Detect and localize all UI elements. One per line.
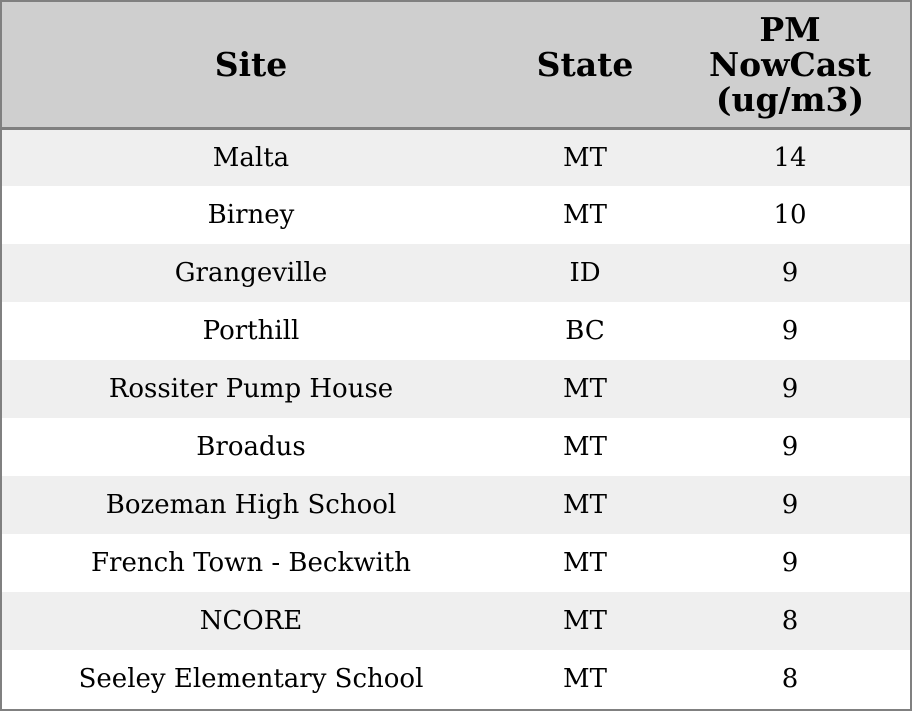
cell-state: MT	[563, 142, 607, 173]
table-row	[2, 592, 910, 650]
cell-state: MT	[563, 374, 607, 404]
cell-state: ID	[569, 258, 601, 288]
cell-state: MT	[563, 490, 607, 520]
table-row	[2, 302, 910, 360]
table-body	[2, 128, 910, 708]
cell-site: Birney	[207, 200, 295, 230]
cell-state: MT	[563, 200, 607, 230]
cell-pm-nowcast: 8	[781, 606, 799, 636]
cell-site: NCORE	[199, 606, 303, 636]
cell-site: Broadus	[196, 432, 306, 462]
cell-pm-nowcast: 9	[781, 548, 799, 578]
column-header-state-label: State	[536, 44, 634, 84]
table-row	[2, 418, 910, 476]
table-row	[2, 360, 910, 418]
cell-pm-nowcast: 10	[773, 200, 807, 230]
table-row	[2, 650, 910, 708]
cell-pm-nowcast: 9	[781, 316, 799, 346]
cell-pm-nowcast: 9	[781, 490, 799, 520]
table-header	[2, 2, 910, 128]
column-header-site-label: Site	[214, 44, 288, 84]
column-header-pm-line-1: PM	[759, 9, 821, 49]
cell-pm-nowcast: 9	[781, 258, 799, 288]
cell-site: Bozeman High School	[105, 490, 397, 520]
cell-site: Grangeville	[174, 258, 328, 288]
cell-state: BC	[565, 316, 605, 346]
pm-nowcast-table	[2, 2, 910, 708]
cell-site: Seeley Elementary School	[78, 664, 424, 694]
cell-pm-nowcast: 14	[773, 142, 807, 173]
cell-pm-nowcast: 8	[781, 664, 799, 694]
cell-site: Malta	[212, 142, 290, 173]
column-header-site	[2, 2, 500, 128]
column-header-pm-nowcast	[670, 2, 910, 128]
cell-state: MT	[563, 548, 607, 578]
cell-pm-nowcast: 9	[781, 432, 799, 462]
cell-state: MT	[563, 664, 607, 694]
column-header-state	[500, 2, 670, 128]
cell-site: French Town - Beckwith	[90, 548, 412, 578]
cell-site: Porthill	[202, 316, 300, 346]
cell-pm-nowcast: 9	[781, 374, 799, 404]
cell-site: Rossiter Pump House	[108, 374, 394, 404]
table-row	[2, 186, 910, 244]
table-row	[2, 476, 910, 534]
table-row	[2, 128, 910, 186]
cell-state: MT	[563, 606, 607, 636]
column-header-pm-line-3: (ug/m3)	[715, 79, 865, 119]
column-header-pm-line-2: NowCast	[708, 44, 872, 84]
cell-state: MT	[563, 432, 607, 462]
header-row	[2, 2, 910, 128]
table-row	[2, 244, 910, 302]
table-row	[2, 534, 910, 592]
